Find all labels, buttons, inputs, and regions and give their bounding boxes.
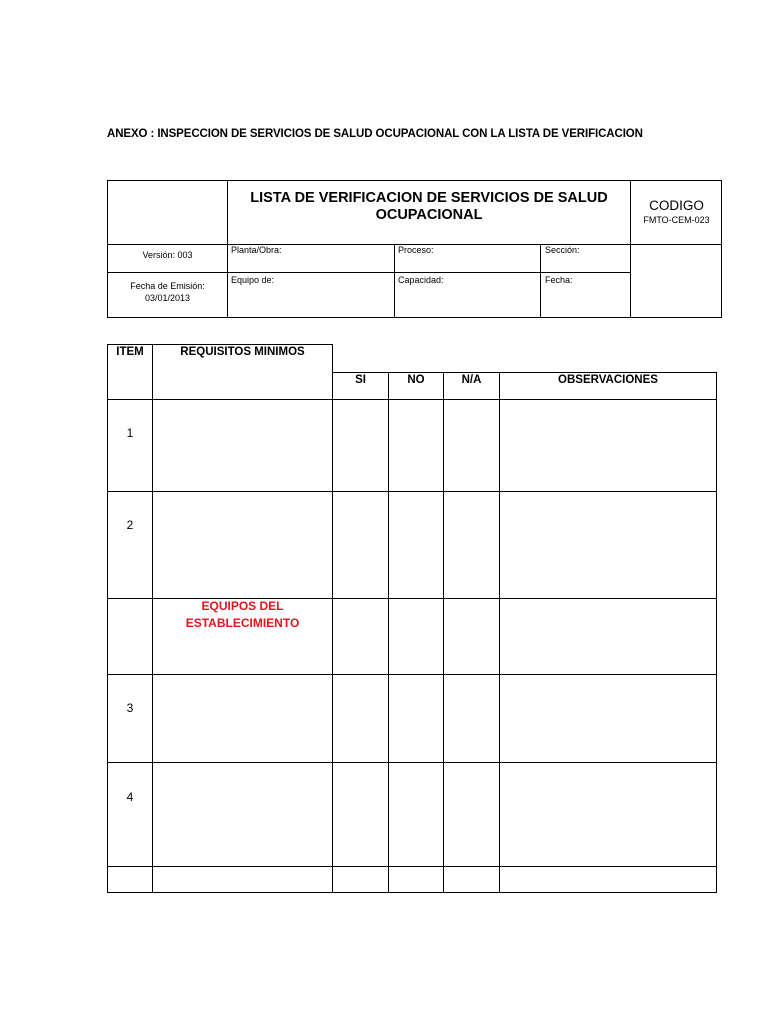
fecha-emision-label: Fecha de Emisión:	[130, 281, 205, 291]
annex-title: ANEXO : INSPECCION DE SERVICIOS DE SALUD OCUPACIONAL CON LA LISTA DE VERIFICACION	[107, 128, 643, 140]
fecha-emision	[108, 280, 227, 304]
version-label: Versión: 003	[142, 250, 193, 260]
row-item-number: 2	[126, 518, 134, 532]
row-item-number: 3	[126, 701, 134, 715]
codigo-value: FMTO-CEM-023	[643, 215, 710, 225]
fecha-field[interactable]: Fecha:	[545, 275, 573, 285]
col-header-no: NO	[407, 374, 425, 386]
col-header-item: ITEM	[116, 346, 144, 358]
col-header-si: SI	[355, 374, 366, 386]
proceso-field[interactable]: Proceso:	[398, 245, 434, 255]
codigo-label: CODIGO	[649, 198, 704, 213]
col-header-na: N/A	[461, 374, 482, 386]
col-header-observaciones: OBSERVACIONES	[558, 374, 658, 386]
fecha-emision-value: 03/01/2013	[144, 293, 191, 303]
row-item-number: 1	[126, 426, 134, 440]
equipo-de-field[interactable]: Equipo de:	[231, 275, 275, 285]
form-title-line1: LISTA DE VERIFICACION DE SERVICIOS DE SALUD	[250, 190, 608, 206]
section-heading-line1: EQUIPOS DEL	[201, 599, 284, 613]
capacidad-field[interactable]: Capacidad:	[398, 275, 444, 285]
section-heading-equipos	[153, 598, 332, 632]
section-heading-line2: ESTABLECIMIENTO	[185, 616, 300, 630]
row-item-number: 4	[126, 790, 134, 804]
form-title	[228, 190, 630, 224]
form-title-line2: OCUPACIONAL	[375, 207, 483, 223]
col-header-requisitos: REQUISITOS MINIMOS	[180, 346, 305, 358]
planta-obra-field[interactable]: Planta/Obra:	[231, 245, 282, 255]
seccion-field[interactable]: Sección:	[545, 245, 580, 255]
